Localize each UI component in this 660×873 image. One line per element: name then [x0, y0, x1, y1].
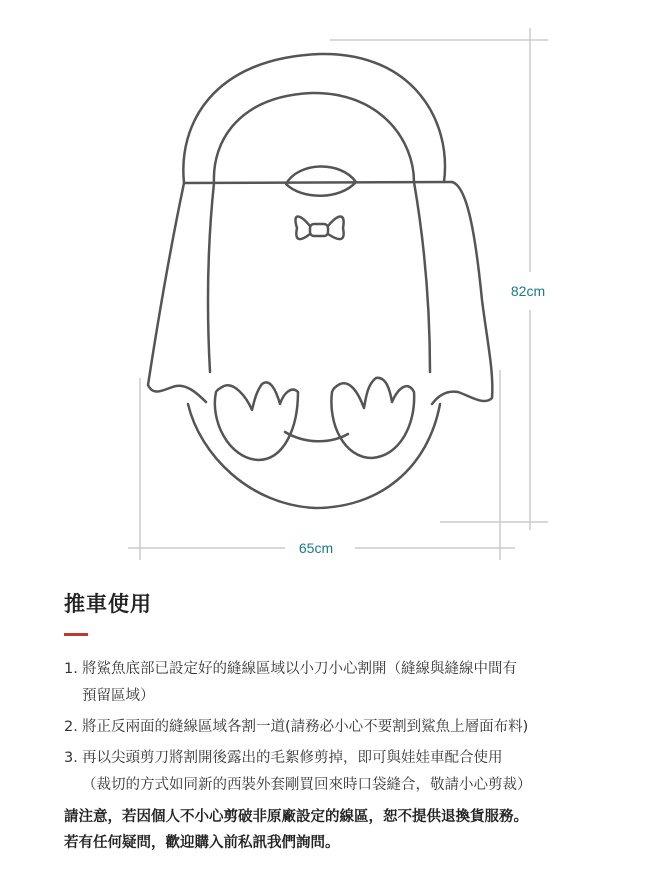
- step-number: 1.: [64, 661, 78, 677]
- step-line: （裁切的方式如同新的西裝外套剛買回來時口袋縫合，敬請小心剪裁）: [82, 777, 532, 793]
- instruction-step-1: [64, 656, 624, 710]
- step-line: 將鯊魚底部已設定好的縫線區域以小刀小心割開（縫線與縫線中間有: [82, 661, 517, 677]
- instruction-step-3: [64, 745, 624, 799]
- left-body-side: [148, 183, 206, 402]
- height-label: 82cm: [510, 283, 546, 299]
- step-line: 再以尖頭剪刀將割開後露出的毛絮修剪掉，即可與娃娃車配合使用: [82, 750, 503, 766]
- section-title: 推車使用: [64, 592, 152, 616]
- step-line: 將正反兩面的縫線區域各割一道(請務必小心不要割到鯊魚上層面布料): [82, 719, 529, 735]
- step-number: 3.: [64, 750, 78, 766]
- width-label: 65cm: [298, 540, 334, 556]
- foot-left-icon: [215, 382, 298, 460]
- inner-right-side: [414, 182, 430, 372]
- title-underline-accent: [64, 633, 88, 636]
- right-body-side: [432, 182, 492, 404]
- instruction-list: [64, 656, 624, 803]
- bow-tie-right: [328, 217, 344, 240]
- top-edge: [184, 182, 452, 183]
- step-text: [82, 714, 624, 741]
- step-line: 預留區域）: [82, 688, 155, 704]
- foot-right-icon: [331, 378, 414, 458]
- step-text: [82, 656, 624, 710]
- bow-tie-icon: [295, 217, 343, 240]
- bow-tie-left: [295, 217, 310, 240]
- step-number: 2.: [64, 719, 78, 735]
- instruction-step-2: [64, 714, 624, 741]
- inner-left-side: [208, 183, 214, 372]
- step-text: [82, 745, 624, 799]
- notice-line-1: 請注意，若因個人不小心剪破非原廠設定的線區，恕不提供退換貨服務。: [64, 809, 528, 825]
- notice: [64, 804, 634, 856]
- bow-tie-knot: [310, 224, 328, 236]
- width-dimension: [128, 370, 515, 560]
- notice-line-2: 若有任何疑問，歡迎購入前私訊我們詢問。: [64, 835, 340, 851]
- outer-head-arc: [183, 54, 445, 183]
- shark-outline: [148, 54, 492, 508]
- inner-hood-arc: [214, 93, 414, 183]
- bottom-curve: [188, 404, 440, 508]
- nose-shape: [286, 166, 356, 195]
